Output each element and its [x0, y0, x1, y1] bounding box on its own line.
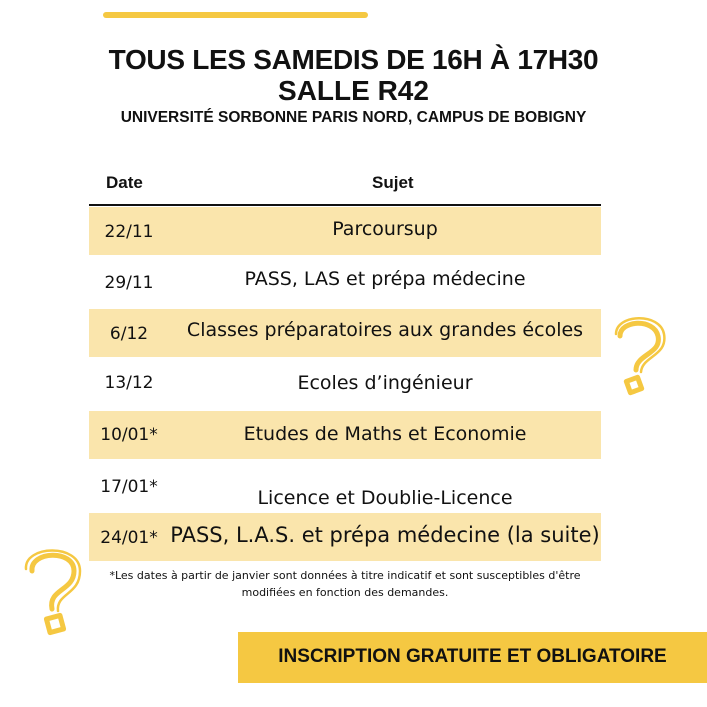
table-row	[89, 513, 601, 561]
row-subject: Parcoursup	[332, 218, 438, 240]
row-date: 29/11	[104, 273, 154, 293]
footnote	[89, 567, 601, 601]
row-date: 10/01*	[100, 425, 158, 445]
schedule-title: TOUS LES SAMEDIS DE 16H À 17H30	[108, 44, 599, 75]
table-row	[89, 207, 601, 255]
row-date: 24/01*	[100, 528, 158, 548]
row-date: 13/12	[104, 373, 154, 393]
header-divider	[89, 204, 601, 206]
row-date: 22/11	[104, 222, 154, 242]
row-subject: PASS, LAS et prépa médecine	[244, 268, 526, 290]
registration-label: INSCRIPTION GRATUITE ET OBLIGATOIRE	[278, 646, 667, 667]
question-mark-icon	[598, 312, 670, 398]
location-subtitle: UNIVERSITÉ SORBONNE PARIS NORD, CAMPUS DE BOBIGNY	[120, 109, 587, 126]
row-subject: Ecoles d’ingénieur	[297, 372, 473, 394]
table-row	[89, 258, 601, 306]
row-subject: Classes préparatoires aux grandes écoles	[186, 319, 584, 341]
table-row	[89, 309, 601, 357]
table-row	[89, 411, 601, 459]
room-title: SALLE R42	[278, 75, 429, 106]
column-header-date: Date	[106, 173, 143, 192]
row-date: 6/12	[109, 324, 149, 344]
table-row	[89, 462, 601, 510]
top-accent-bar	[103, 12, 368, 18]
row-date: 17/01*	[100, 477, 158, 497]
footnote-line: modifiées en fonction des demandes.	[241, 586, 449, 599]
row-subject: Etudes de Maths et Economie	[243, 423, 527, 445]
row-subject: PASS, L.A.S. et prépa médecine (la suite)	[170, 523, 600, 547]
question-mark-icon	[18, 545, 90, 637]
row-subject: Licence et Doublie-Licence	[257, 487, 513, 509]
registration-banner	[238, 632, 707, 683]
footnote-line: *Les dates à partir de janvier sont données à titre indicatif et sont susceptibles d'être	[109, 569, 581, 582]
column-header-subject: Sujet	[372, 173, 414, 192]
table-row	[89, 360, 601, 408]
